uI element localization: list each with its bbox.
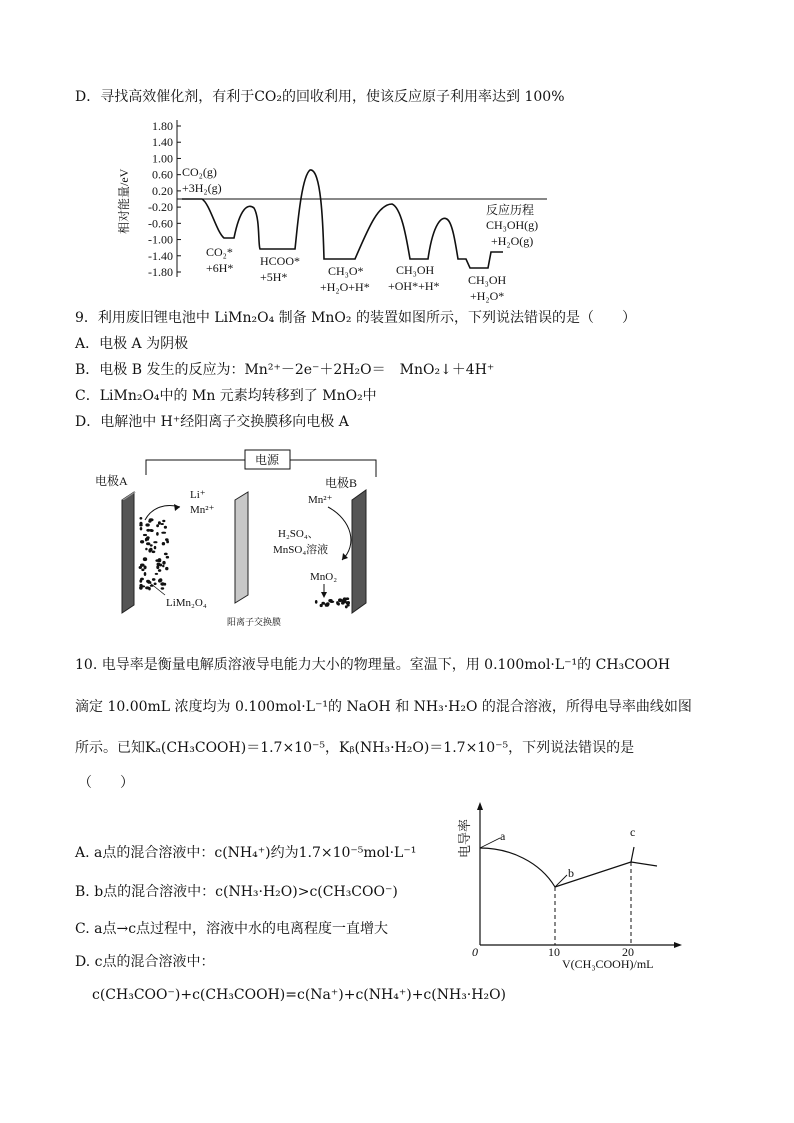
limn2o4-particle xyxy=(143,557,147,561)
membrane-label: 阳离子交换膜 xyxy=(227,617,282,627)
cond-ylabel: 电导率 xyxy=(457,818,472,858)
solution-label-2: MnSO₄溶液 xyxy=(273,544,329,556)
limn2o4-particle xyxy=(164,526,167,529)
state-label: +5H* xyxy=(260,270,288,284)
energy-ytick-label: 1.80 xyxy=(152,119,173,133)
q10-option-d: D. c点的混合溶液中： xyxy=(75,954,215,970)
mno2-particle xyxy=(315,600,318,604)
state-label: CO₂* xyxy=(206,245,233,259)
electrode-a-label: 电极A xyxy=(95,474,128,488)
limn2o4-particle xyxy=(146,529,150,532)
limn2o4-particle xyxy=(161,532,166,534)
limn2o4-particle xyxy=(162,565,164,568)
q9-option-b: B．电极 B 发生的反应为：Mn²⁺－2e⁻＋2H₂O＝ MnO₂↓＋4H⁺ xyxy=(75,362,495,378)
q10-answer-paren: （ ） xyxy=(78,775,134,791)
limn2o4-particle xyxy=(150,529,154,532)
energy-ytick-label: 1.00 xyxy=(152,151,173,166)
circuit-wire xyxy=(146,460,245,475)
q9-option-c: C．LiMn₂O₄中的 Mn 元素均转移到了 MnO₂中 xyxy=(75,388,377,404)
state-label: CH₃O* xyxy=(328,264,364,278)
limn2o4-particle xyxy=(154,546,157,549)
limn2o4-particle xyxy=(146,542,150,545)
state-label: +6H* xyxy=(206,261,234,275)
limn2o4-particle xyxy=(140,517,143,520)
limn2o4-particle xyxy=(158,521,161,524)
limn2o4-particle xyxy=(148,587,151,590)
cond-xtick: 10 xyxy=(548,945,560,959)
cond-xtick: 20 xyxy=(622,945,634,959)
limn2o4-particle xyxy=(152,578,156,581)
limn2o4-particle xyxy=(141,569,144,572)
q9-stem: 9．利用废旧锂电池中 LiMn₂O₄ 制备 MnO₂ 的装置如图所示，下列说法错误的是（ ） xyxy=(75,310,636,326)
energy-ytick-label: -1.80 xyxy=(148,265,173,279)
energy-ytick-label: 1.40 xyxy=(152,135,173,150)
limn2o4-particle xyxy=(150,544,153,546)
limn2o4-particle xyxy=(158,579,161,583)
limn2o4-particle xyxy=(161,523,164,525)
q10-option-a: A. a点的混合溶液中：c(NH₄⁺)约为1.7×10⁻⁵mol·L⁻¹ xyxy=(75,845,417,861)
mno2-label: MnO₂ xyxy=(310,571,338,583)
limn2o4-particles xyxy=(139,517,170,590)
state-label: CH₃OH xyxy=(468,273,507,287)
limn2o4-label: LiMn₂O₄ xyxy=(166,597,207,609)
limn2o4-particle xyxy=(161,587,165,589)
energy-xlabel: 反应历程 xyxy=(486,203,535,217)
point-c-label: c xyxy=(630,825,636,839)
state-label: +3H₂(g) xyxy=(182,181,222,195)
cond-origin: 0 xyxy=(472,945,478,959)
mno2-precipitate xyxy=(315,597,350,608)
power-source-label: 电源 xyxy=(254,453,280,467)
solution-label-1: H₂SO₄、 xyxy=(278,528,319,540)
limn2o4-particle xyxy=(166,556,169,559)
energy-ytick-label: -0.60 xyxy=(148,216,173,231)
energy-ytick-label: 0.60 xyxy=(152,167,173,182)
conductivity-chart xyxy=(450,800,690,975)
energy-ylabel: 相对能量/eV xyxy=(117,168,131,234)
mn-ion-right-label: Mn²⁺ xyxy=(308,494,333,506)
limn2o4-particle xyxy=(140,564,145,567)
limn2o4-particle xyxy=(148,549,151,553)
limn2o4-particle xyxy=(141,585,145,587)
limn2o4-particle xyxy=(158,558,162,562)
state-label: +H₂O(g) xyxy=(491,234,534,248)
q10-option-b: B. b点的混合溶液中：c(NH₃·H₂O)>c(CH₃COO⁻) xyxy=(75,884,398,900)
energy-ytick-label: -0.20 xyxy=(148,200,173,215)
circuit-wire xyxy=(290,460,376,477)
limn2o4-particle xyxy=(143,534,147,536)
mn-ion-label: Mn²⁺ xyxy=(190,504,215,516)
limn2o4-particle xyxy=(153,541,157,543)
limn2o4-particle xyxy=(145,548,147,551)
point-a-label: a xyxy=(500,829,506,843)
limn2o4-particle xyxy=(162,520,165,522)
electrolysis-diagram xyxy=(90,445,410,635)
electrode-a xyxy=(122,492,134,613)
limn2o4-particle xyxy=(140,527,143,530)
energy-ytick-label: -1.40 xyxy=(148,248,173,263)
state-label: HCOO* xyxy=(260,254,301,268)
electrode-b xyxy=(352,490,366,613)
limn2o4-particle xyxy=(162,561,165,565)
q10-stem-line3: 所示。已知Kₐ(CH₃COOH)＝1.7×10⁻⁵，Kᵦ(NH₃·H₂O)＝1.7×10⁻⁵，下列说法错误的是 xyxy=(75,740,635,756)
limn2o4-particle xyxy=(158,569,161,572)
limn2o4-particle xyxy=(146,536,150,539)
limn2o4-particle xyxy=(144,572,147,576)
limn2o4-particle xyxy=(160,582,165,586)
limn2o4-particle xyxy=(164,553,168,556)
state-label: CO₂(g) xyxy=(182,165,217,179)
point-b-label: b xyxy=(568,866,574,880)
cation-exchange-membrane xyxy=(235,492,248,603)
state-label: CH₃OH(g) xyxy=(486,218,539,232)
limn2o4-particle xyxy=(162,542,165,545)
mno2-particle xyxy=(337,602,340,605)
cond-xlabel: V(CH₃COOH)/mL xyxy=(562,957,654,971)
limn2o4-particle xyxy=(165,567,168,570)
mno2-particle xyxy=(328,599,332,602)
q10-stem-line1: 10. 电导率是衡量电解质溶液导电能力大小的物理量。室温下，用 0.100mol·L⁻¹的 CH₃COOH xyxy=(75,657,671,673)
electrode-b-label: 电极B xyxy=(325,476,358,490)
li-ion-label: Li⁺ xyxy=(190,489,206,501)
state-label: +H₂O* xyxy=(470,289,505,303)
q9-option-d: D．电解池中 H⁺经阳离子交换膜移向电极 A xyxy=(75,414,349,430)
limn2o4-particle xyxy=(149,518,153,521)
limn2o4-particle xyxy=(155,573,158,575)
limn2o4-particle xyxy=(154,583,157,586)
q10-option-d-equation: c(CH₃COO⁻)+c(CH₃COOH)=c(Na⁺)+c(NH₄⁺)+c(NH₃·H₂O) xyxy=(92,987,507,1003)
state-label: +H₂O+H* xyxy=(320,280,370,294)
state-label: +OH*+H* xyxy=(388,279,440,293)
limn2o4-particle xyxy=(152,551,156,554)
limn2o4-particle xyxy=(166,540,169,543)
q8-option-d: D．寻找高效催化剂，有利于CO₂的回收利用，使该反应原子利用率达到 100% xyxy=(75,89,565,105)
energy-ytick-label: 0.20 xyxy=(152,183,173,198)
energy-diagram xyxy=(110,112,560,307)
state-label: CH₃OH xyxy=(396,263,435,277)
q10-option-c: C. a点→c点过程中，溶液中水的电离程度一直增大 xyxy=(75,921,389,937)
mno2-particle xyxy=(343,597,347,601)
mno2-particle xyxy=(346,601,350,605)
limn2o4-particle xyxy=(140,578,144,581)
mno2-particle xyxy=(338,598,342,602)
limn2o4-particle xyxy=(159,564,162,567)
limn2o4-particle xyxy=(139,522,142,526)
limn2o4-particle xyxy=(156,524,159,527)
q10-stem-line2: 滴定 10.00mL 浓度均为 0.100mol·L⁻¹的 NaOH 和 NH₃·H₂O 的混合溶液，所得电导率曲线如图 xyxy=(75,699,692,715)
limn2o4-particle xyxy=(156,532,159,536)
limn2o4-particle xyxy=(140,540,144,543)
q9-option-a: A．电极 A 为阴极 xyxy=(75,336,189,352)
limn2o4-particle xyxy=(145,523,149,526)
mno2-particle xyxy=(325,605,329,607)
energy-ytick-label: -1.00 xyxy=(148,232,173,247)
reaction-arrow xyxy=(328,507,351,560)
